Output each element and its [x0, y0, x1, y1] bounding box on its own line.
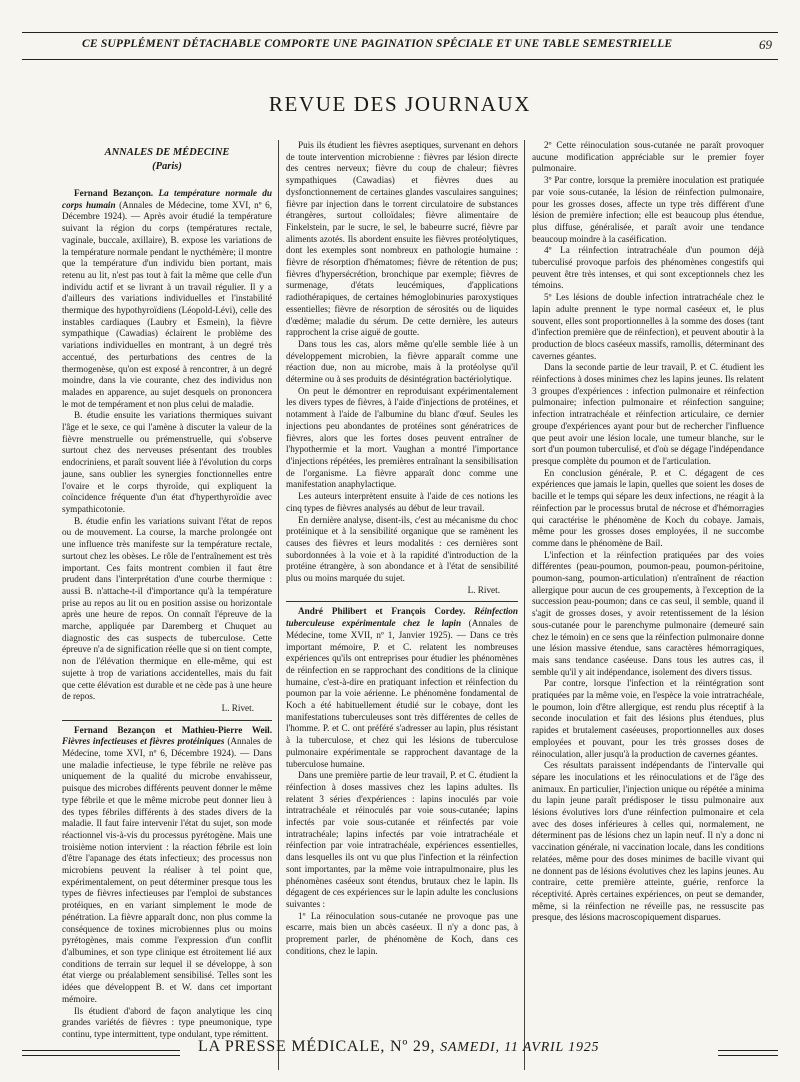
running-header — [22, 32, 778, 60]
article-3-paragraph: 1º La réinoculation sous-cutanée ne provoque pas une escarre, mais bien un abcès caséeux. Il n'y a donc pas, à proprement parler, de phénomène de Koch, dans ces conditions, chez le lapin. — [286, 910, 518, 956]
page-number: 69 — [759, 37, 772, 52]
article-2-paragraph: On peut le démontrer en reproduisant expérimentalement les divers types de fièvres, à l'aide d'injections de protéines, et notamment à l'aide de l'albumine du blanc d'œuf. Seules les injections peu abondantes de protéines sont génératrices de fièvres, alors que les fortes doses peuvent entraîner de l'hypothermie et la mort. Vaughan a montré l'importance d'injections répétées, les premières entraînant la sensibilisation de l'organisme. La fièvre apparaît donc comme une manifestation anaphylactique. — [286, 385, 518, 490]
article-2-paragraph: En dernière analyse, disent-ils, c'est au mécanisme du choc protéinique et à la sensibilité organique que se ramènent les causes des fièvres et leurs modalités : ces dernières sont subordonnées à la voie et à la rapidité d'introduction de la protéine étrangère, à son abondance et à l'état de sensibilité plus ou moins marquée du sujet. — [286, 514, 518, 584]
section-city: (Paris) — [152, 161, 182, 172]
article-1-paragraph: B. étudie enfin les variations suivant l'état de repos ou de mouvement. La course, la marche prolongée ont une influence très manifeste sur la température rectale, surtout chez les obèses. Le rôle de l'entraînement est très important. Ces faits montrent combien il faut être prudent dans l'interprétation d'une courbe thermique : aussi B. n'attache-t-il d'importance qu'à la température prise au repos au lit ou en position assise ou horizontale après une heure de repos. On connaît l'épreuve de la marche, appliquée par Daremberg et Chuquet au diagnostic des cas suspects de tuberculose. Cette épreuve n'a de signification réelle que si on tient compte, non de l'élévation thermique en elle-même, qui est sujette à trop de variations accidentelles, mais du fait que cette élévation est durable et ne cède pas à une heure de repos. — [62, 515, 272, 702]
article-2-paragraph: Dans tous les cas, alors même qu'elle semble liée à un développement microbien, la fièvre apparaît comme une réaction due, non au microbe, mais à la protéolyse qu'il détermine ou à ses produits de désintégration bactériolytique. — [286, 338, 518, 385]
article-1-source: (Annales de Médecine, tome XVI, nº 6, Décembre 1924). — — [62, 199, 273, 222]
footer-date: SAMEDI, 11 AVRIL 1925 — [440, 1040, 600, 1055]
article-1-signature: L. Rivet. — [221, 702, 254, 713]
article-3-text: — Dans ce très important mémoire, P. et C. relatent les nombreuses expériences qu'ils ont entreprises pour étudier les phénomènes de réinfection en se rapprochant des conditions de la clinique humaine, c'est-à-dire en pratiquant infection et réinfection du poumon par la voie aérienne. Le phénomène fondamental de Koch a été habituellement étudié sur le cobaye, dont les manifestations tuberculeuses sont très différentes de celles de l'homme. P. et C. ont préféré s'adresser au lapin, plus résistant à la tuberculose, et chez qui les lésions de tuberculose pulmonaire expérimentale se rapprochent davantage de la tuberculose humaine. — [286, 629, 519, 769]
article-3-paragraph: 2º Cette réinoculation sous-cutanée ne paraît provoquer aucune modification appréciable sur le premier foyer pulmonaire. — [532, 140, 764, 174]
footer-text — [198, 1038, 599, 1056]
article-3-paragraph: 4º La réinfection intratrachéale d'un poumon déjà tuberculisé provoque parfois des phénomènes congestifs qui peuvent être très intenses, et qui sont exceptionnels chez les témoins. — [532, 245, 764, 291]
article-2-title: Fièvres infectieuses et fièvres protéiniques — [62, 736, 225, 747]
article-3-paragraph: Par contre, lorsque l'infection et la réintégration sont pratiquées par la même voie, en l'espèce la voie intratrachéale, le poumon, loin d'être allergique, est rendu plus réceptif à la seconde inoculation et fait des lésions plus étendues, plus rapides et brutalement caséeuses, proportionnelles aux doses employées et pouvant, pour les très grosses doses de réinoculation, aller jusqu'à la production de cavernes géantes. — [532, 678, 764, 759]
footer-rule-left — [22, 1050, 180, 1056]
column-1 — [62, 140, 272, 1041]
article-3-paragraph: Dans une première partie de leur travail, P. et C. étudient la réinfection à doses massives chez les lapins adultes. Ils relatent 3 séries d'expériences : lapins inoculés par voie intratrachéale et réinoculés par voie sous-cutanée; lapins infectés par voie sous-cutanée et réinfectés par voie intratrachéale; lapins infectés par voie intratrachéale et réinfection par voie intratrachéale, expériences essentielles, dans lesquelles ils ont vu que plus l'infection et la réinfection sont importantes, par la même voie intrapulmonaire, plus les phénomènes caséeux sont étendus, brutaux chez le lapin. Ils dégagent de ces expériences sur le lapin adulte les conclusions suivantes : — [286, 770, 518, 909]
column-rule-left — [278, 140, 279, 1070]
article-3-paragraph: Dans la seconde partie de leur travail, P. et C. étudient les réinfections à doses minimes chez les lapins jeunes. Ils relatent 3 groupes d'expériences : infection pulmonaire et réinfection pulmonaire; infection pulmonaire et réinfection sanguine; infection intratrachéale et réinfection articulaire, ce dernier groupe d'expériences ayant pour but de rechercher l'influence que peut avoir une lésion locale, une tumeur blanche, sur le sort d'un poumon tuberculisé, et d'où se dégage l'indépendance presque complète du poumon et de l'articulation. — [532, 362, 764, 466]
article-2-source: (Annales de Médecine, tome XVI, nº 6, Décembre 1924). — — [62, 736, 272, 759]
article-2-paragraph: Les auteurs interprètent ensuite à l'aide de ces notions les cinq types de fièvres analysés au début de leur travail. — [286, 491, 518, 513]
article-2-signature: L. Rivet. — [467, 584, 500, 595]
article-3-title: Réinfection tuberculeuse expérimentale chez le lapin — [286, 606, 519, 629]
article-3-paragraph: L'infection et la réinfection pratiquées par des voies différentes (peau-poumon, poumon-peau, poumon-péritoine, poumon-sang, poumon-articulation) n'entraînent de réaction allergique pour aucun de ces groupements, à l'exception de la succession peau-poumon; dans ce cas seul, il semble, quand il s'agit de grosses doses, y avoir retentissement de la lésion sous-cutanée pour le parenchyme pulmonaire (demeuré sain chez le témoin) en ce sens que la réinfection pulmonaire donne une lésion massive étendue, sans caractères hémorragiques, mais sans tendance caséeuse. Dans tous les autres cas, il semble qu'il y ait indépendance, isolement des divers tissus. — [532, 549, 764, 677]
divider — [286, 601, 518, 602]
column-rule-right — [524, 140, 525, 1070]
article-3-paragraph: En conclusion générale, P. et C. dégagent de ces expériences que jamais le lapin, quelles que soient les doses de bacille et le temps qui sépare les deux infections, ne réagit à la réinfection par le processus brutal de nécrose et d'hémorragies qui caractérise le phénomène de Koch du cobaye. Jamais, même pour les grosses doses employées, il ne succombe comme dans le phénomène de Bail. — [532, 467, 764, 548]
article-2-paragraph: Ils étudient d'abord de façon analytique les cinq grandes variétés de fièvres : type pneumonique, type continu, type intermittent, type ondulant, type rémittent. — [62, 1005, 272, 1039]
column-2 — [286, 140, 518, 958]
article-2-author: Fernand Bezançon et Mathieu-Pierre Weil. — [74, 724, 272, 735]
section-heading — [62, 146, 272, 174]
article-3-paragraph: 5º Les lésions de double infection intratrachéale chez le lapin adulte prennent le type normal caséeux et, le plus souvent, elles sont proportionnelles à la somme des doses (tant d'infection première que de réinfection), et peuvent aboutir à la production de blocs caséeux massifs, ramollis, déterminant des cavernes géantes. — [532, 292, 764, 361]
article-3-source: (Annales de Médecine, tome XVII, nº 1, Janvier 1925). — [286, 618, 519, 640]
column-3 — [532, 140, 764, 924]
article-2-paragraph: Puis ils étudient les fièvres aseptiques, survenant en dehors de toute intervention microbienne : fièvres par lésion directe des centres nerveux; fièvre du coup de chaleur; fièvres sympathiques (Cawadias) et fièvres dues au dysfonctionnement de certaines glandes vasculaires sanguines; fièvre par injection dans le torrent circulatoire de substances étrangères, surtout colloïdales; fièvre alimentaire de Finkelstein, par le sucre, le sel, le babeurre sucré, fièvre par aliments azotés. Ils abordent ensuite les fièvres protéolytiques, dont les exemples sont nombreux en pathologie humaine : fièvre de résorption d'hématomes; fièvre de rétention de pus; fièvres d'hypersécrétion, bronchique par exemple; fièvres de surmenage, d'états leucémiques, d'applications radiothérapiques, de certaines hémoglobinuries paroxystiques essentielles; fièvre de résorption de sérosités ou de liquides d'œdème; maladie du sérum. De cette dernière, les auteurs rapprochent la crise aiguë de goutte. — [286, 140, 518, 338]
article-2-text: Dans une maladie infectieuse, le type fébrile ne relève pas uniquement de la qualité du microbe envahisseur, puisque des microbes différents peuvent donner le même type fébrile et que le même microbe peut donner lieu à des types fébriles différents à des stades divers de la maladie. Il faut faire intervenir l'état du sujet, son mode réactionnel vis-à-vis du processus pyrétogène. Mais une troisième notion intervient : la réaction fébrile est loin d'être l'apanage des états infectieux; des processus non microbiens peuvent la réaliser à tel point que, expérimentalement, on peut déterminer presque tous les types de fièvres infectieuses par l'emploi de substances protéiques, en en variant simplement le mode de pénétration. La fièvre apparaît donc, non plus comme la conséquence de toxines microbiennes plus ou moins pyrétogènes, mais comme l'expression d'un conflit d'albumines, et son type clinique est étroitement lié aux conditions de terrain sur lequel il se développe, à son état vierge ou préalablement sensibilisé. Telles sont les idées que développent B. et W. dans cet important mémoire. — [62, 748, 273, 1004]
divider — [62, 720, 272, 721]
article-3-lead — [286, 606, 518, 770]
footer-journal: LA PRESSE MÉDICALE, Nº 29, — [198, 1038, 436, 1055]
article-1-title: La température normale du corps humain — [62, 188, 273, 210]
article-1-lead — [62, 188, 272, 410]
article-3-author: André Philibert et François Cordey. — [298, 606, 466, 617]
section-title: ANNALES DE MÉDECINE — [104, 147, 230, 158]
page-footer — [22, 1036, 778, 1062]
article-1-text: Après avoir étudié la température suivant la région du corps (températures rectale, vaginale, buccale, axillaire), B. expose les variations de la température normale pendant le nycthémère; il montre que la température d'un individu bien portant, mais retenu au lit, n'est pas tout à fait la même que celle d'un individu actif et se livrant à un travail régulier. Il y a d'ailleurs des variations individuelles et l'instabilité thermique des hypothyroïdiens (Léopold-Lévi), celle des instables cardiaques (Laubry et Esmein), la fièvre sympathique (Cawadias) éclairent le problème des variations individuelles en montrant, à un degré très accentué, des perturbations des centres de la thermogenèse, qu'on est exposé à rencontrer, à un degré moindre, dans la vie courante, chez des individus non malades en apparence, au sujet desquels on prononcera le mot de tempérament et non plus celui de maladie. — [62, 211, 272, 409]
footer-rule-right — [718, 1050, 778, 1056]
article-1-paragraph: B. étudie ensuite les variations thermiques suivant l'âge et le sexe, ce qui l'amène à discuter la valeur de la fièvre menstruelle ou prémenstruelle, qui s'observe surtout chez des nerveuses présentant des troubles endocriniens, et paraît souvent liée à l'évolution du corps jaune, sans oublier les synergies fonctionnelles entre l'ovaire et le corps thyroïde, qui expliquent la coïncidence fréquente d'un état d'hyperthyroïdie avec sympathicotonie. — [62, 410, 272, 514]
article-3-paragraph: Ces résultats paraissent indépendants de l'intervalle qui sépare les inoculations et les réinoculations et de l'âge des animaux. En particulier, l'injection unique ou répétée a minima du lapin jeune paraît prédisposer le tissu pulmonaire aux lésions évolutives lors d'une réinfection pulmonaire et cela avec des doses inférieures à celles qui, normalement, ne déterminent pas de lésions chez un lapin neuf. Il n'y a donc ni vaccination générale, ni vaccination locale, dans les conditions relatées, même pour des doses minimes de bacille vivant qui ne donnent pas de lésions évolutives chez les lapins jeunes. Au contraire, cette première atteinte, guérie, renforce la réceptivité. Après certaines expériences, on peut se demander, même, si la réinfection ne réveille pas, ne ressuscite pas presque, des lésions macroscopiquement disparues. — [532, 760, 764, 923]
article-1-author: Fernand Bezançon. — [74, 188, 154, 198]
article-3-paragraph: 3º Par contre, lorsque la première inoculation est pratiquée par voie sous-cutanée, la lésion de réinfection pulmonaire, pour les grosses doses, affecte un type très différent d'une lésion de première infection; elle est beaucoup plus étendue, plus diffuse, généralisée, et paraît avoir une tendance beaucoup moindre à la caséification. — [532, 175, 764, 244]
page-title: REVUE DES JOURNAUX — [268, 92, 532, 116]
supplement-notice: CE SUPPLÉMENT DÉTACHABLE COMPORTE UNE PAGINATION SPÉCIALE ET UNE TABLE SEMESTRIELLE — [82, 38, 673, 50]
article-2-lead — [62, 725, 272, 1006]
